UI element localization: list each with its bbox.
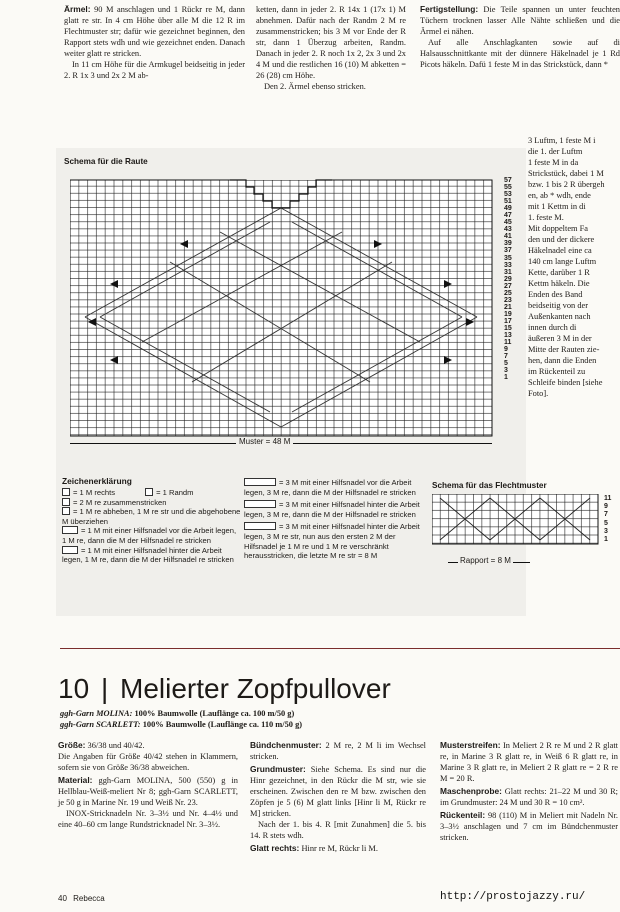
muster-label: Muster = 48 M: [236, 437, 293, 446]
rapport-label: Rapport = 8 M: [460, 556, 511, 565]
top-column-2: ketten, dann in jeder 2. R 14x 1 (17x 1) M abnehmen. Dafür nach der Randm 2 M re zusammenstricken; bis 3 M vor Ende der R str, dann 1 Überzug arbeiten, Randm. Danach in jeder 2. R noch 1x 2, 2x 3 und 2x 4 M und die restlichen 16 (10) M abketten = 26 (28) cm Höhe. Den 2. Ärmel ebenso stricken.: [256, 5, 406, 91]
flecht-chart-title: Schema für das Flechtmuster: [432, 481, 547, 490]
legend-column-2: [244, 478, 420, 561]
top-column-1: Ärmel: 90 M anschlagen und 1 Rückr re M, dann glatt re str. In 4 cm Höhe über alle M die 12 R im Flechtmuster str; dafür wie gezeichnet beginnen, den Rapport stets wdh und wie gezeichnet enden. Danach weiter glatt re stricken. In 11 cm Höhe für die Armkugel beidseitig in jeder 2. R 1x 3 und 2x 2 M ab-: [64, 4, 245, 80]
cable-front-1-symbol-icon: [62, 526, 78, 534]
article-number: 10: [58, 673, 90, 704]
diamond-chart-grid: [70, 172, 500, 444]
article-title: [58, 672, 391, 706]
legend-item: = 3 M mit einer Hilfsnadel hinter die Arbeit legen, 3 M re, dann die M der Hilfsnadel re stricken: [244, 500, 420, 519]
page-footer: [58, 894, 105, 903]
bottom-column-3: Musterstreifen: In Meliert 2 R re M und 2 R glatt re, in Marine 3 R glatt re, in Weiß 6 R glatt re, in Marine 3 R glatt re, in Meliert 2 R glatt re = 2 R re M = 20 R. Maschenprobe: Glatt rechts: 21–22 M und 30 R; im Grundmuster: 24 M und 30 R = 10 cm². Rückenteil: 98 (110) M in Meliert mit Nadeln Nr. 3–3½ anschlagen und 7 cm im Bündchenmuster stricken.: [440, 740, 619, 842]
article-title-text: Melierter Zopfpullover: [120, 673, 391, 704]
watermark-url[interactable]: http://prostojazzy.ru/: [440, 891, 586, 903]
cable-front-3-symbol-icon: [244, 478, 276, 486]
diamond-chart-title: Schema für die Raute: [64, 157, 148, 166]
flecht-row-numbers: 11 9 7 5 3 1: [604, 495, 612, 544]
legend-item: = 1 M rechts = 1 Randm: [62, 488, 242, 498]
cable-increase-symbol-icon: [244, 522, 276, 530]
legend-item: = 2 M re zusammenstricken: [62, 498, 242, 508]
legend-item: = 3 M mit einer Hilfsnadel vor die Arbeit legen, 3 M re, dann die M der Hilfsnadel re stricken: [244, 478, 416, 497]
diamond-row-numbers: 57 55 53 51 49 47 45 43 41 39 37 35 33 31 29 27 25 23 21 19 17 15 13 11 9 7 5 3 1: [504, 177, 512, 382]
legend-title: Zeichenerklärung: [62, 476, 132, 486]
legend-column-1: [62, 488, 242, 565]
legend-item: = 3 M mit einer Hilfsnadel hinter die Arbeit legen, 3 M re str, nun aus den ersten 2 M der Hilfsnadel je 1 M re und 1 M re verschränkt herausstricken, die letzte M re str = 8 M: [244, 522, 420, 561]
edge-stitch-symbol-icon: [145, 488, 153, 496]
section-heading-aermel: Ärmel:: [64, 4, 91, 14]
magazine-name: Rebecca: [73, 894, 105, 903]
knit-symbol-icon: [62, 488, 70, 496]
section-rule: [60, 648, 620, 649]
section-heading-fertigstellung: Fertigstellung:: [420, 4, 479, 14]
cable-back-3-symbol-icon: [244, 500, 276, 508]
legend-item: = 1 M mit einer Hilfsnadel vor die Arbeit legen, 1 M re, dann die M der Hilfsnadel re stricken: [62, 526, 237, 545]
flecht-chart-grid: [432, 494, 602, 552]
yarn-info: ggh-Garn MOLINA: 100% Baumwolle (Lauflänge ca. 100 m/50 g) ggh-Garn SCARLETT: 100% Baumwolle (Lauflänge ca. 110 m/50 g): [60, 709, 303, 729]
top-column-3: Fertigstellung: Die Teile spannen un unter feuchten Tüchern trocknen lasser Alle Nähte schließen und die Ärmel ei nähen. Auf alle Anschlagkanten sowie auf di Halsausschnittkante mit der dünnere Häkelnadel je 1 Rd Picots häkeln. Dafü 1 feste M in das Strickstück, dann *: [420, 4, 620, 69]
k2tog-symbol-icon: [62, 498, 70, 506]
bottom-column-2: Bündchenmuster: 2 M re, 2 M li im Wechsel stricken. Grundmuster: Siehe Schema. Es sind nur die Hinr gezeichnet, in den Rückr die M str, wie sie erscheinen. Zwischen den re M bzw. zwischen den Zöpfen je 5 (6) M glatt links [Hinr li M, Rückr re M] stricken. Nach der 1. bis 4. R [mit Zunahmen] die 5. bis 14. R stets wdh. Glatt rechts: Hinr re M, Rückr li M.: [250, 740, 427, 853]
cable-back-1-symbol-icon: [62, 546, 78, 554]
legend-item: = 1 M mit einer Hilfsnadel hinter die Arbeit legen, 1 M re, dann die M der Hilfsnadel re stricken: [62, 545, 234, 565]
skp-symbol-icon: [62, 507, 70, 515]
bottom-column-1: Größe: 36/38 und 40/42. Die Angaben für Größe 40/42 stehen in Klammern, sofern sie von Größe 36/38 abweichen. Material: ggh-Garn MOLINA, 500 (550) g in Hellblau-Weiß-meliert Nr 8; ggh-Garn SCARLETT, je 50 g in Marine Nr. 19 und Weiß Nr. 23. INOX-Stricknadeln Nr. 3–3½ und Nr. 4–4½ und eine 40–60 cm lange Rundstricknadel Nr. 3–3½.: [58, 740, 238, 829]
legend-item: = 1 M re abheben, 1 M re str und die abgehobene M überziehen: [62, 507, 241, 526]
title-divider: |: [100, 673, 109, 704]
page-number: 40: [58, 894, 67, 903]
side-text-column: 3 Luftm, 1 feste M i die 1. der Luftm 1 feste M in da Strickstück, dabei 1 M bzw. 1 bis 2 R übergeh en, ab * wdh, ende mit 1 Kettm in di 1. feste M. Mit doppeltem Fa den und der dickere Häkelnadel eine ca 140 cm lange Luftm Kette, darüber 1 R Kettm häkeln. Die Enden des Band beidseitig von der Außenkanten nach innen durch di äußeren 3 M in der Mitte der Rauten zie- hen, dann die Enden im Rückenteil zu Schleife binden [siehe Foto].: [528, 136, 605, 398]
